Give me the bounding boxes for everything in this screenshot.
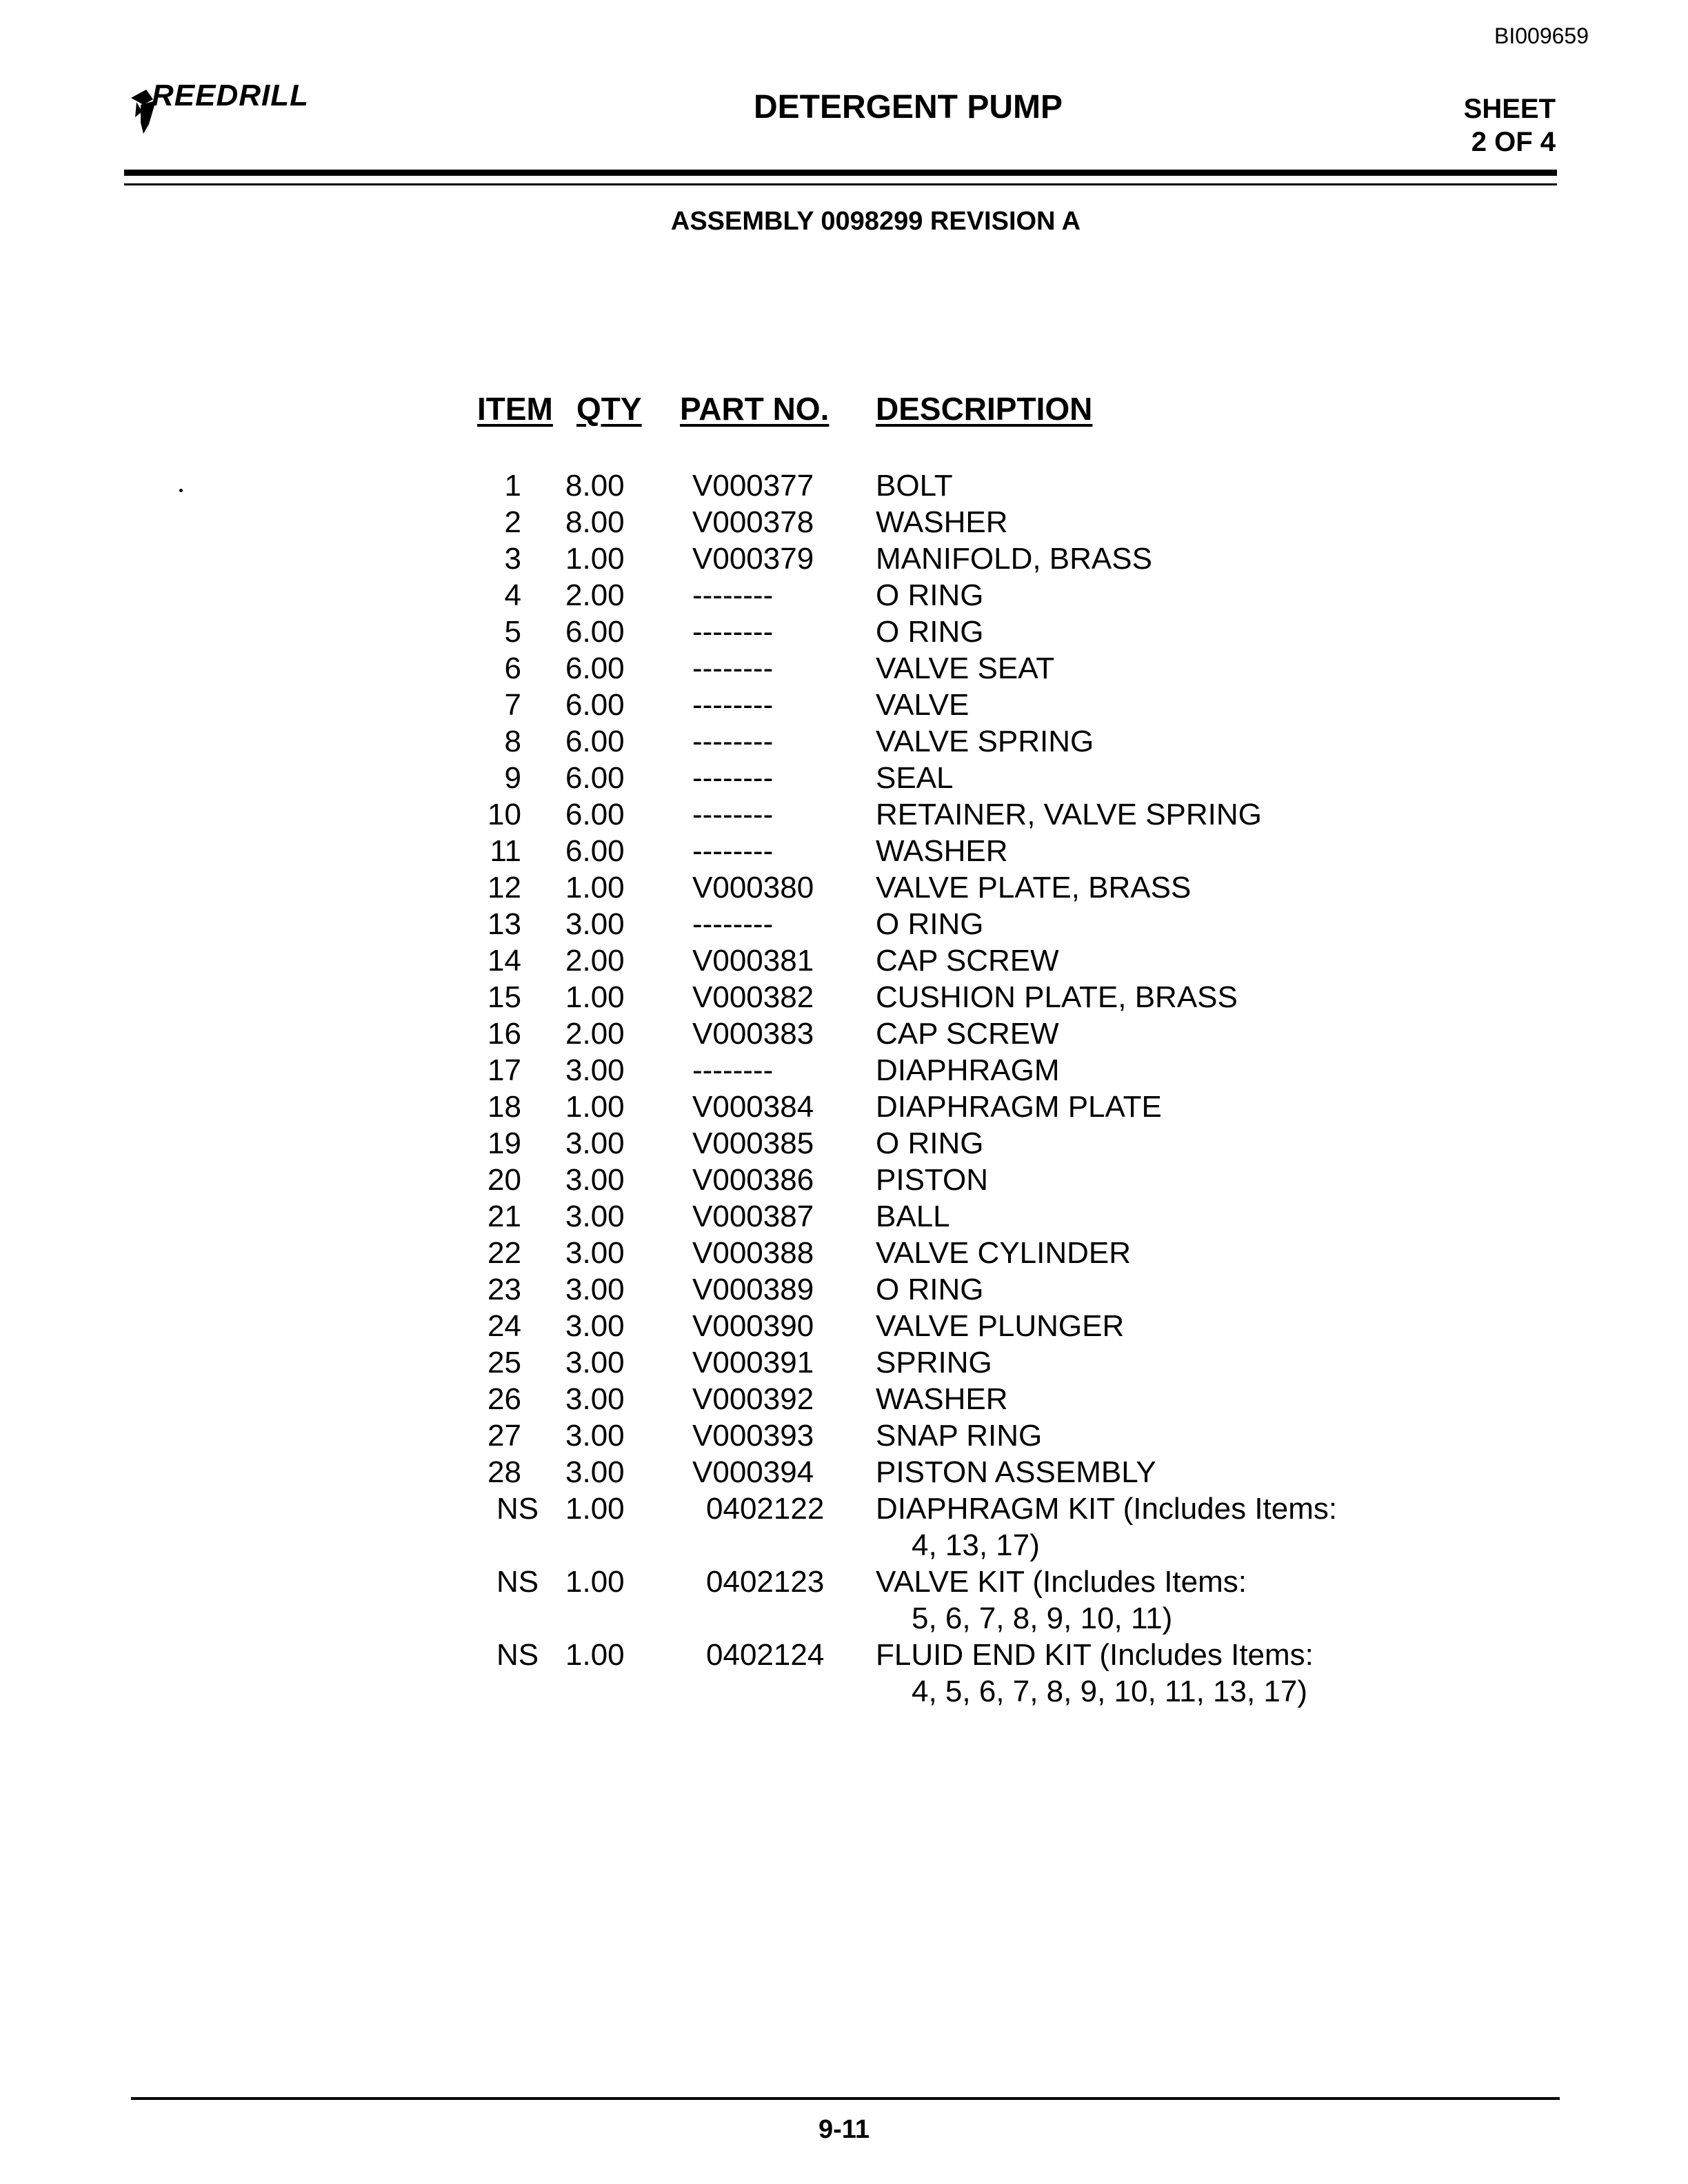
item-number: 8 <box>504 725 521 758</box>
kit-row-continuation <box>0 1527 1688 1564</box>
table-row <box>0 1089 1688 1125</box>
description: MANIFOLD, BRASS <box>876 542 1152 576</box>
item-number: 27 <box>488 1419 521 1453</box>
quantity: 1.00 <box>565 542 625 576</box>
table-row <box>0 540 1688 577</box>
description: BALL <box>876 1200 950 1233</box>
item-number: 16 <box>488 1017 521 1051</box>
table-row <box>0 467 1688 504</box>
item-number: 22 <box>488 1236 521 1270</box>
part-number: V000381 <box>692 944 814 978</box>
kit-row <box>0 1564 1688 1600</box>
description: SNAP RING <box>876 1419 1043 1453</box>
part-number: V000378 <box>692 505 814 539</box>
item-number: 4 <box>504 578 521 612</box>
quantity: 6.00 <box>565 688 625 722</box>
header-rule-thin <box>124 183 1557 185</box>
quantity: 3.00 <box>565 1382 625 1416</box>
description: VALVE <box>876 688 969 722</box>
item-number: NS <box>496 1492 539 1526</box>
part-number: V000391 <box>692 1346 814 1379</box>
description: CAP SCREW <box>876 944 1059 978</box>
item-number: 6 <box>504 651 521 685</box>
description: O RING <box>876 578 984 612</box>
kit-row <box>0 1637 1688 1673</box>
description: CAP SCREW <box>876 1017 1059 1051</box>
item-number: 13 <box>488 907 521 941</box>
quantity: 3.00 <box>565 1126 625 1160</box>
table-row <box>0 1417 1688 1454</box>
column-header-qty: QTY <box>576 391 642 427</box>
description: CUSHION PLATE, BRASS <box>876 980 1238 1014</box>
item-number: 2 <box>504 505 521 539</box>
description: SEAL <box>876 761 954 795</box>
part-number: -------- <box>692 688 774 722</box>
table-row <box>0 723 1688 760</box>
item-number: 5 <box>504 615 521 649</box>
table-row <box>0 577 1688 614</box>
description: BOLT <box>876 469 953 503</box>
table-row <box>0 1308 1688 1344</box>
part-number: V000385 <box>692 1126 814 1160</box>
kit-included-items: 4, 5, 6, 7, 8, 9, 10, 11, 13, 17) <box>912 1675 1308 1708</box>
description: VALVE PLUNGER <box>876 1309 1125 1343</box>
sheet-indicator <box>1464 92 1556 159</box>
document-id: BI009659 <box>1494 23 1589 48</box>
description: O RING <box>876 615 984 649</box>
assembly-heading: ASSEMBLY 0098299 REVISION A <box>670 207 1081 236</box>
quantity: 1.00 <box>565 980 625 1014</box>
part-number: V000379 <box>692 542 814 576</box>
item-number: 7 <box>504 688 521 722</box>
table-row <box>0 869 1688 906</box>
part-number: -------- <box>692 761 774 795</box>
kit-included-items: 4, 13, 17) <box>912 1528 1040 1562</box>
quantity: 6.00 <box>565 834 625 868</box>
header-rule-thick <box>124 170 1557 176</box>
table-row <box>0 1271 1688 1308</box>
kit-included-items: 5, 6, 7, 8, 9, 10, 11) <box>912 1601 1173 1635</box>
table-row <box>0 979 1688 1015</box>
item-number: 20 <box>488 1163 521 1197</box>
quantity: 6.00 <box>565 615 625 649</box>
quantity: 1.00 <box>565 1090 625 1124</box>
item-number: 12 <box>488 871 521 904</box>
table-row <box>0 687 1688 723</box>
part-number: -------- <box>692 907 774 941</box>
description: VALVE SEAT <box>876 651 1055 685</box>
quantity: 8.00 <box>565 505 625 539</box>
table-row <box>0 942 1688 979</box>
part-number: -------- <box>692 834 774 868</box>
part-number: V000393 <box>692 1419 814 1453</box>
part-number: V000394 <box>692 1455 814 1489</box>
quantity: 2.00 <box>565 944 625 978</box>
part-number: V000390 <box>692 1309 814 1343</box>
description: VALVE KIT (Includes Items: <box>876 1565 1247 1599</box>
kit-row-continuation <box>0 1600 1688 1637</box>
part-number: V000388 <box>692 1236 814 1270</box>
part-number: V000383 <box>692 1017 814 1051</box>
quantity: 3.00 <box>565 1200 625 1233</box>
table-row <box>0 504 1688 540</box>
item-number: 18 <box>488 1090 521 1124</box>
item-number: NS <box>496 1638 539 1672</box>
item-number: 1 <box>504 469 521 503</box>
column-header-part-no: PART NO. <box>680 391 830 427</box>
description: PISTON ASSEMBLY <box>876 1455 1156 1489</box>
table-row <box>0 796 1688 833</box>
item-number: 3 <box>504 542 521 576</box>
description: DIAPHRAGM <box>876 1053 1060 1087</box>
description: RETAINER, VALVE SPRING <box>876 798 1262 831</box>
quantity: 3.00 <box>565 1419 625 1453</box>
quantity: 6.00 <box>565 651 625 685</box>
quantity: 2.00 <box>565 1017 625 1051</box>
item-number: 11 <box>490 834 521 868</box>
item-number: 15 <box>488 980 521 1014</box>
part-number: 0402124 <box>706 1638 825 1672</box>
footer-rule <box>131 2097 1560 2100</box>
item-number: 9 <box>504 761 521 795</box>
description: WASHER <box>876 505 1008 539</box>
quantity: 3.00 <box>565 1309 625 1343</box>
part-number: -------- <box>692 798 774 831</box>
description: O RING <box>876 907 984 941</box>
part-number: 0402123 <box>706 1565 825 1599</box>
description: O RING <box>876 1126 984 1160</box>
quantity: 6.00 <box>565 725 625 758</box>
quantity: 3.00 <box>565 1346 625 1379</box>
description: O RING <box>876 1273 984 1306</box>
parts-list <box>0 467 1688 1710</box>
quantity: 1.00 <box>565 1492 625 1526</box>
quantity: 3.00 <box>565 1273 625 1306</box>
table-row <box>0 906 1688 942</box>
description: DIAPHRAGM KIT (Includes Items: <box>876 1492 1338 1526</box>
item-number: 28 <box>488 1455 521 1489</box>
kit-row-continuation <box>0 1673 1688 1710</box>
description: VALVE SPRING <box>876 725 1094 758</box>
item-number: 21 <box>488 1200 521 1233</box>
part-number: V000384 <box>692 1090 814 1124</box>
table-row <box>0 1198 1688 1235</box>
part-number: V000380 <box>692 871 814 904</box>
quantity: 3.00 <box>565 907 625 941</box>
quantity: 3.00 <box>565 1163 625 1197</box>
table-row <box>0 833 1688 869</box>
quantity: 2.00 <box>565 578 625 612</box>
table-row <box>0 1162 1688 1198</box>
part-number: V000389 <box>692 1273 814 1306</box>
item-number: 24 <box>488 1309 521 1343</box>
description: WASHER <box>876 1382 1008 1416</box>
quantity: 6.00 <box>565 761 625 795</box>
column-header-item: ITEM <box>477 391 553 427</box>
table-row <box>0 1125 1688 1162</box>
quantity: 1.00 <box>565 871 625 904</box>
part-number: V000387 <box>692 1200 814 1233</box>
item-number: 17 <box>488 1053 521 1087</box>
page-title: DETERGENT PUMP <box>753 89 1063 125</box>
part-number: V000392 <box>692 1382 814 1416</box>
description: PISTON <box>876 1163 989 1197</box>
item-number: 14 <box>488 944 521 978</box>
quantity: 1.00 <box>565 1565 625 1599</box>
sheet-label: SHEET <box>1463 94 1556 124</box>
sheet-number: 2 OF 4 <box>1471 127 1556 157</box>
item-number: 10 <box>488 798 521 831</box>
table-row <box>0 1015 1688 1052</box>
table-row <box>0 1052 1688 1089</box>
description: WASHER <box>876 834 1008 868</box>
item-number: 23 <box>488 1273 521 1306</box>
item-number: 25 <box>488 1346 521 1379</box>
part-number: -------- <box>692 615 774 649</box>
part-number: 0402122 <box>706 1492 825 1526</box>
description: FLUID END KIT (Includes Items: <box>876 1638 1314 1672</box>
quantity: 1.00 <box>565 1638 625 1672</box>
quantity: 8.00 <box>565 469 625 503</box>
table-row <box>0 760 1688 796</box>
part-number: -------- <box>692 725 774 758</box>
part-number: V000377 <box>692 469 814 503</box>
quantity: 3.00 <box>565 1053 625 1087</box>
column-header-description: DESCRIPTION <box>876 391 1093 427</box>
part-number: V000386 <box>692 1163 814 1197</box>
quantity: 3.00 <box>565 1236 625 1270</box>
table-row <box>0 650 1688 687</box>
page-number: 9-11 <box>818 2115 870 2144</box>
item-number: 19 <box>488 1126 521 1160</box>
description: VALVE PLATE, BRASS <box>876 871 1192 904</box>
part-number: -------- <box>692 651 774 685</box>
table-row <box>0 1381 1688 1417</box>
table-row <box>0 1344 1688 1381</box>
description: DIAPHRAGM PLATE <box>876 1090 1162 1124</box>
kit-row <box>0 1490 1688 1527</box>
part-number: -------- <box>692 578 774 612</box>
table-row <box>0 614 1688 650</box>
logo-wordmark: REEDRILL <box>152 79 309 112</box>
table-row <box>0 1235 1688 1271</box>
description: SPRING <box>876 1346 992 1379</box>
quantity: 3.00 <box>565 1455 625 1489</box>
item-number: NS <box>496 1565 539 1599</box>
description: VALVE CYLINDER <box>876 1236 1132 1270</box>
item-number: 26 <box>488 1382 521 1416</box>
table-row <box>0 1454 1688 1490</box>
part-number: -------- <box>692 1053 774 1087</box>
quantity: 6.00 <box>565 798 625 831</box>
part-number: V000382 <box>692 980 814 1014</box>
